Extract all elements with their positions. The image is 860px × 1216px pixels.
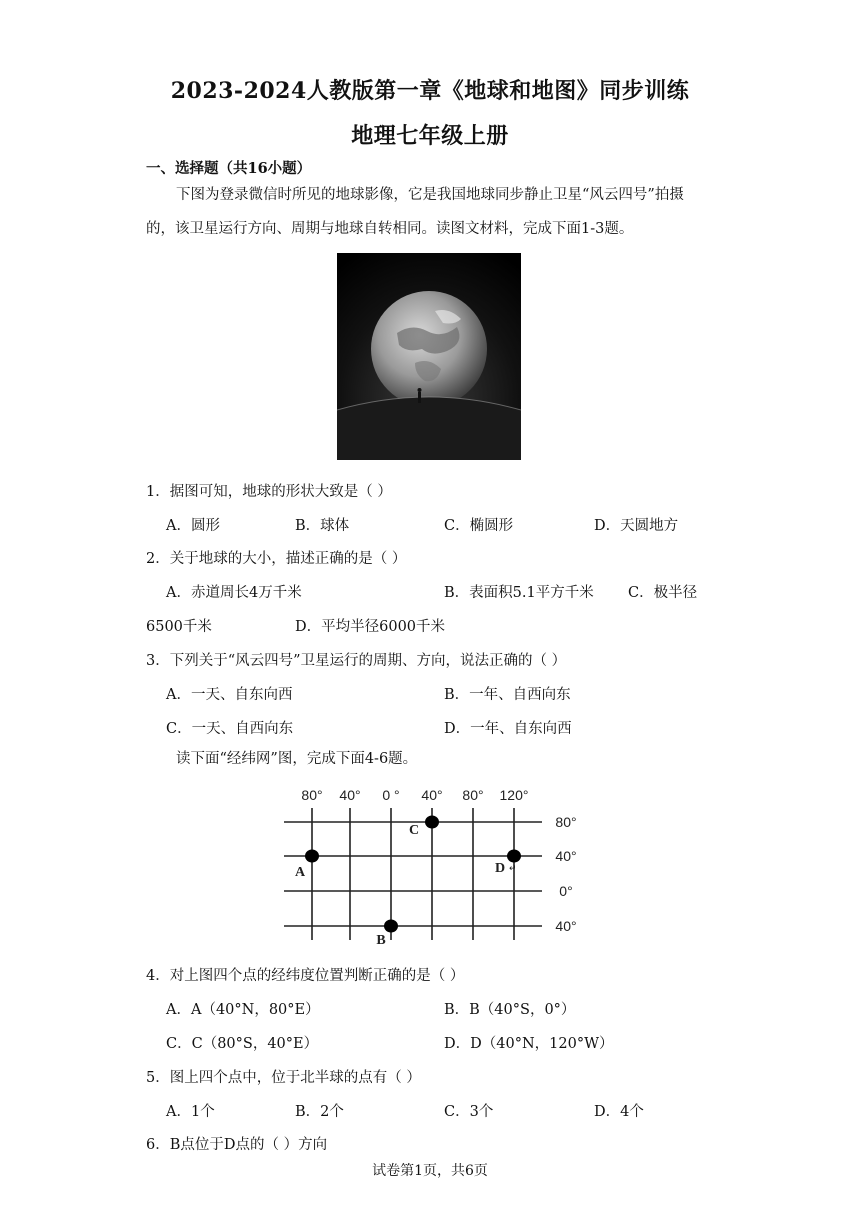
- grid-point-b: [384, 920, 398, 933]
- q3-option-d: D．一年、自东向西: [444, 721, 572, 737]
- latitude-label: 0°: [559, 883, 573, 899]
- intro-paragraph-line1: 下图为登录微信时所见的地球影像，它是我国地球同步静止卫星“风云四号”拍摄: [176, 187, 684, 203]
- longitude-label: 80°: [462, 787, 484, 803]
- longitude-label: 120°: [499, 787, 529, 803]
- lat-long-grid-map: [270, 780, 600, 948]
- earth-photo: [337, 253, 521, 460]
- document-title: 2023-2024人教版第一章《地球和地图》同步训练: [170, 78, 690, 104]
- question-1: 1．据图可知，地球的形状大致是（ ）: [146, 484, 392, 500]
- q1-option-a: A．圆形: [166, 518, 220, 534]
- q3-option-c: C．一天、自西向东: [166, 721, 294, 737]
- longitude-label: 40°: [421, 787, 443, 803]
- grid-point-a: [305, 850, 319, 863]
- intro-paragraph-2: 读下面“经纬网”图，完成下面4-6题。: [176, 751, 418, 767]
- document-subtitle: 地理七年级上册: [351, 123, 509, 149]
- q2-option-c-cont: 6500千米: [146, 619, 212, 635]
- q2-option-a: A．赤道周长4万千米: [166, 585, 302, 601]
- q4-option-d: D．D（40°N，120°W）: [444, 1036, 614, 1052]
- page-footer: 试卷第1页，共6页: [372, 1163, 488, 1179]
- q1-option-d: D．天圆地方: [594, 518, 679, 534]
- question-5: 5．图上四个点中，位于北半球的点有（ ）: [146, 1070, 421, 1086]
- question-4: 4．对上图四个点的经纬度位置判断正确的是（ ）: [146, 968, 465, 984]
- latitude-label: 80°: [555, 814, 577, 830]
- q5-option-c: C．3个: [444, 1104, 494, 1120]
- q2-option-d: D．平均半径6000千米: [295, 619, 446, 635]
- longitude-label: 40°: [339, 787, 361, 803]
- latitude-label: 40°: [555, 918, 577, 934]
- question-3: 3．下列关于“风云四号”卫星运行的周期、方向，说法正确的（ ）: [146, 653, 567, 669]
- q3-option-b: B．一年、自西向东: [444, 687, 571, 703]
- question-2: 2．关于地球的大小，描述正确的是（ ）: [146, 551, 407, 567]
- grid-point-d: [507, 850, 521, 863]
- question-6: 6．B点位于D点的（ ）方向: [146, 1137, 328, 1153]
- q5-option-b: B．2个: [295, 1104, 344, 1120]
- return-mark: ↵: [509, 863, 517, 873]
- q2-option-c: C．极半径: [628, 585, 698, 601]
- q4-option-a: A．A（40°N，80°E）: [166, 1002, 320, 1018]
- grid-point-label: A: [294, 865, 306, 880]
- q5-option-a: A．1个: [166, 1104, 215, 1120]
- q2-option-b: B．表面积5.1平方千米: [444, 585, 594, 601]
- grid-point-label: D: [494, 861, 506, 876]
- intro-paragraph-line2: 的，该卫星运行方向、周期与地球自转相同。读图文材料，完成下面1-3题。: [146, 221, 634, 237]
- longitude-label: 0 °: [382, 787, 400, 803]
- q5-option-d: D．4个: [594, 1104, 644, 1120]
- q3-option-a: A．一天、自东向西: [166, 687, 293, 703]
- section-heading: 一、选择题（共16小题）: [146, 160, 312, 177]
- longitude-label: 80°: [301, 787, 323, 803]
- q4-option-b: B．B（40°S，0°）: [444, 1002, 576, 1018]
- q4-option-c: C．C（80°S，40°E）: [166, 1036, 319, 1052]
- q1-option-c: C．椭圆形: [444, 518, 514, 534]
- grid-point-c: [425, 816, 439, 829]
- latitude-label: 40°: [555, 848, 577, 864]
- q1-option-b: B．球体: [295, 518, 350, 534]
- grid-point-label: B: [376, 933, 386, 948]
- grid-point-label: C: [408, 823, 420, 838]
